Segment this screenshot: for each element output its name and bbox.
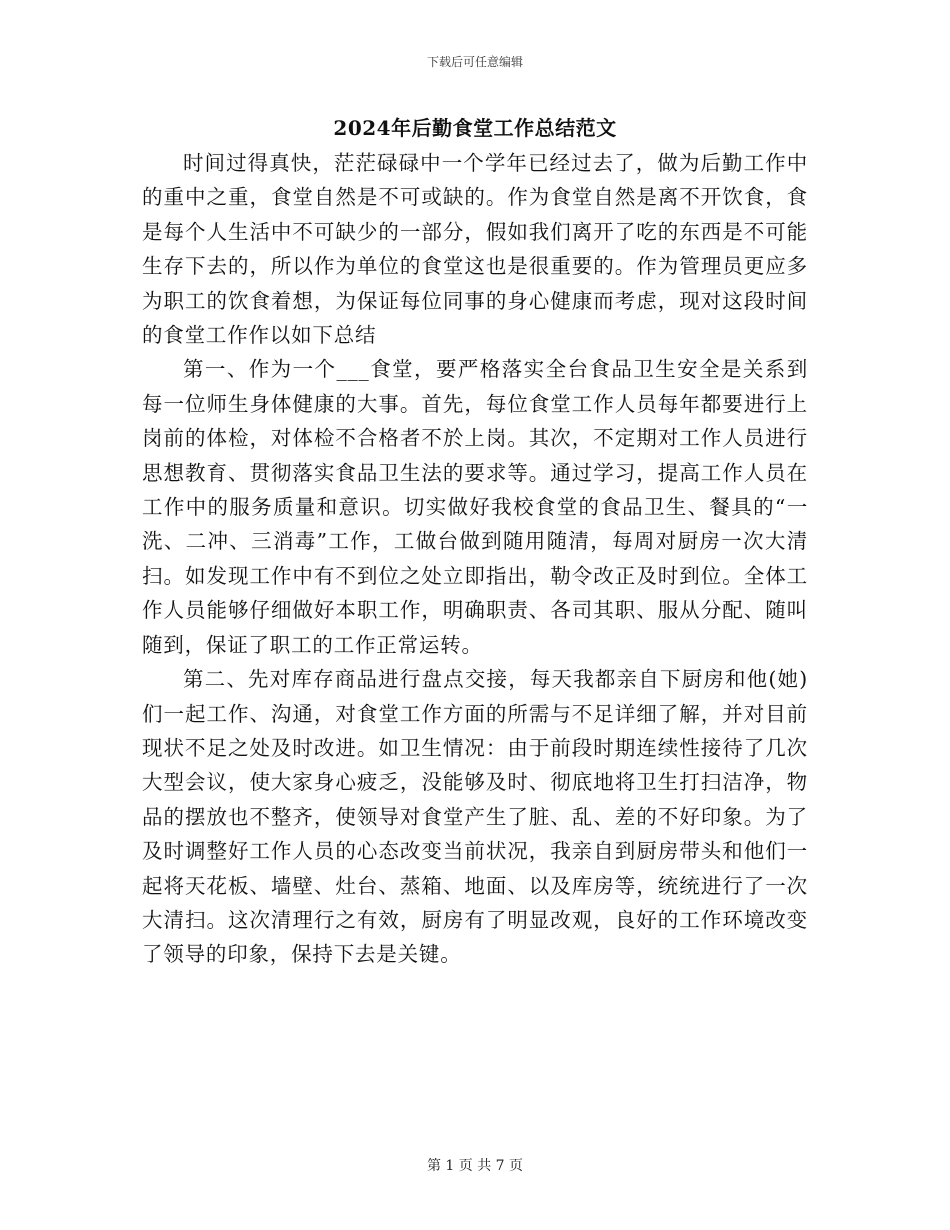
paragraph-second-point: 第二、先对库存商品进行盘点交接，每天我都亲自下厨房和他(她)们一起工作、沟通，对食堂工作方面的所需与不足详细了解，并对目前现状不足之处及时改进。如卫生情况：由于前段时期连续性接待了几次大型会议，使大家身心疲乏，没能够及时、彻底地将卫生打扫洁净，物品的摆放也不整齐，使领导对食堂产生了脏、乱、差的不好印象。为了及时调整好工作人员的心态改变当前状况，我亲自到厨房带头和他们一起将天花板、墙壁、灶台、蒸箱、地面、以及库房等，统统进行了一次大清扫。这次清理行之有效，厨房有了明显改观，良好的工作环境改变了领导的印象，保持下去是关键。: [142, 667, 808, 967]
document-body: [142, 146, 808, 972]
paragraph-first-point: 第一、作为一个___食堂，要严格落实全台食品卫生安全是关系到每一位师生身体健康的大事。首先，每位食堂工作人员每年都要进行上岗前的体检，对体检不合格者不於上岗。其次，不定期对工作人员进行思想教育、贯彻落实食品卫生法的要求等。通过学习，提高工作人员在工作中的服务质量和意识。切实做好我校食堂的食品卫生、餐具的“一洗、二冲、三消毒”工作，工做台做到随用随清，每周对厨房一次大清扫。如发现工作中有不到位之处立即指出，勒令改正及时到位。全体工作人员能够仔细做好本职工作，明确职责、各司其职、服从分配、随叫随到，保证了职工的工作正常运转。: [142, 357, 808, 657]
paragraph-intro: 时间过得真快，茫茫碌碌中一个学年已经过去了，做为后勤工作中的重中之重，食堂自然是不可或缺的。作为食堂自然是离不开饮食，食是每个人生活中不可缺少的一部分，假如我们离开了吃的东西是不可能生存下去的，所以作为单位的食堂这也是很重要的。作为管理员更应多为职工的饮食着想，为保证每位同事的身心健康而考虑，现对这段时间的食堂工作作以如下总结: [142, 151, 808, 348]
page-footer-number: 第 1 页 共 7 页: [426, 1158, 524, 1174]
document-title: 2024年后勤食堂工作总结范文: [333, 116, 617, 140]
page-header-note: 下载后可任意编辑: [426, 55, 523, 69]
